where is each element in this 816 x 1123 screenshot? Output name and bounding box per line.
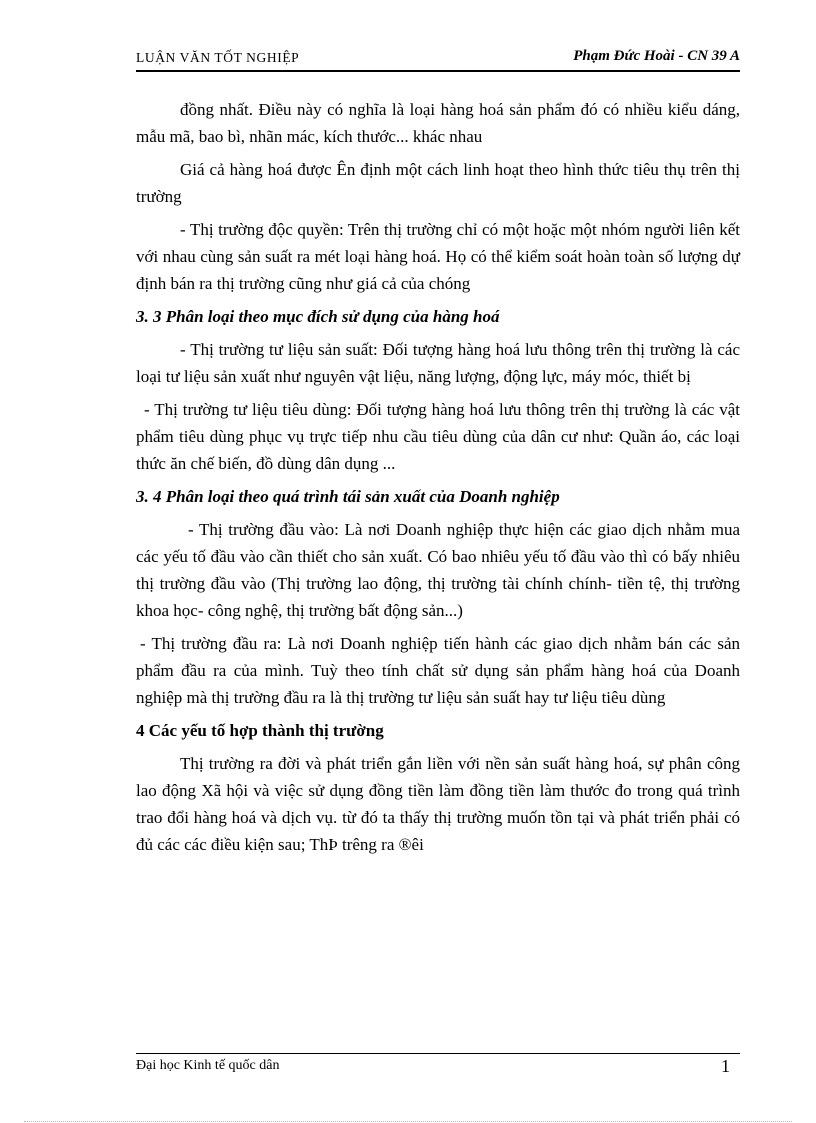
page-footer	[136, 1053, 740, 1076]
paragraph-8: Thị trường ra đời và phát triển gắn liền với nền sản suất hàng hoá, sự phân công lao động Xã hội và việc sử dụng đồng tiền làm đồng tiền làm thước đo trong quá trình trao đổi hàng hoá và dịch vụ. từ đó ta thấy thị trường muốn tồn tại và phát triển phải có đủ các các điều kiện sau; ThÞ trêng ra ®êi	[136, 754, 740, 854]
page-bottom-divider	[24, 1121, 792, 1122]
paragraph-6: - Thị trường đầu vào: Là nơi Doanh nghiệp thực hiện các giao dịch nhằm mua các yếu tố đầu vào cần thiết cho sản xuất. Có bao nhiêu yếu tố đầu vào thì có bấy nhiêu thị trường đầu vào (Thị trường lao động, thị trường tài chính chính- tiền tệ, thị trường khoa học- công nghệ, thị trường bất động sản...)	[136, 520, 740, 620]
section-heading-4: 4 Các yếu tố hợp thành thị trường	[136, 721, 384, 740]
section-heading-3-3: 3. 3 Phân loại theo mục đích sử dụng của hàng hoá	[136, 307, 500, 326]
paragraph-2: Giá cả hàng hoá được Ên định một cách linh hoạt theo hình thức tiêu thụ trên thị trường	[136, 160, 740, 206]
paragraph-1: đồng nhất. Điều này có nghĩa là loại hàng hoá sản phẩm đó có nhiều kiểu dáng, mẫu mã, bao bì, nhãn mác, kích thước... khác nhau	[136, 100, 740, 146]
page-number: 1	[721, 1056, 730, 1076]
footer-university: Đại học Kinh tế quốc dân	[136, 1058, 280, 1073]
page-header	[136, 48, 740, 72]
paragraph-5: - Thị trường tư liệu tiêu dùng: Đối tượng hàng hoá lưu thông trên thị trường là các vật phẩm tiêu dùng phục vụ trực tiếp nhu cầu tiêu dùng của dân cư như: Quần áo, các loại thức ăn chế biến, đồ dùng dân dụng ...	[136, 400, 740, 473]
header-title: LUẬN VĂN TỐT NGHIỆP	[136, 50, 300, 65]
header-author: Phạm Đức Hoài - CN 39 A	[573, 48, 740, 64]
paragraph-7: - Thị trường đầu ra: Là nơi Doanh nghiệp tiến hành các giao dịch nhằm bán các sản phẩm đầu ra của mình. Tuỳ theo tính chất sử dụng sản phẩm hàng hoá của Doanh nghiệp mà thị trường đầu ra là thị trường tư liệu sản suất hay tư liệu tiêu dùng	[136, 634, 740, 707]
section-heading-3-4: 3. 4 Phân loại theo quá trình tái sản xuất của Doanh nghiệp	[136, 487, 560, 506]
paragraph-4: - Thị trường tư liệu sản suất: Đối tượng hàng hoá lưu thông trên thị trường là các loại tư liệu sản xuất như nguyên vật liệu, năng lượng, động lực, máy móc, thiết bị	[136, 340, 740, 386]
paragraph-3: - Thị trường độc quyền: Trên thị trường chỉ có một hoặc một nhóm người liên kết với nhau cùng sản suất ra mét loại hàng hoá. Họ có thể kiểm soát hoàn toàn số lượng dự định bán ra thị trường cũng như giá cả của chóng	[136, 220, 740, 293]
document-body	[136, 96, 740, 864]
